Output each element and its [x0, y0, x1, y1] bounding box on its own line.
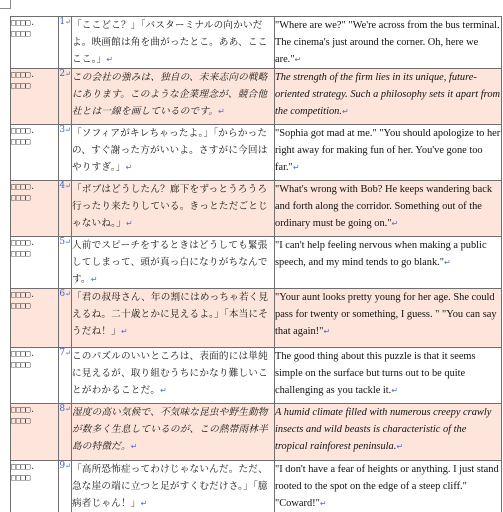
- japanese-sentence-cell[interactable]: [72, 348, 275, 404]
- table-row: [11, 289, 502, 348]
- row-number-cell: [59, 181, 72, 237]
- row-number-cell: [59, 125, 72, 181]
- cell-end-mark-icon: ↵: [65, 18, 71, 26]
- cell-end-mark-icon: ↵: [65, 70, 71, 78]
- paragraph-mark-icon: ↵: [125, 163, 133, 172]
- row-label-text: □□□□.: [11, 462, 36, 471]
- japanese-sentence-cell[interactable]: [72, 237, 275, 289]
- paragraph-mark-icon: ↵: [391, 219, 399, 228]
- paragraph-mark-icon: ↵: [120, 327, 128, 336]
- japanese-sentence: 「ボブはどうしたん？廊下をずっとうろうろ行ったり来たりしている。きっとただごとじゃないね。」: [72, 184, 268, 229]
- row-label-text: □□□□.: [11, 349, 36, 358]
- japanese-sentence: 湿度の高い気候で、不気味な昆虫や野生動物が数多く生息しているのが、この熱帯雨林半島の特徴だ。: [72, 407, 268, 452]
- cell-end-mark-icon: ↵: [65, 405, 71, 413]
- table-row: [11, 125, 502, 181]
- table-row: [11, 237, 502, 289]
- english-sentence: "I don't have a fear of heights or anything. I just stand rooted to the spot on the edge of a steep cliff." "Coward!": [275, 464, 499, 509]
- english-sentence: A humid climate filled with numerous creepy crawly insects and wild beasts is characteristic of the tropical rainforest peninsula.: [275, 407, 492, 452]
- japanese-sentence-cell[interactable]: [72, 69, 275, 125]
- row-number-cell: [59, 404, 72, 461]
- row-label-text: □□□□: [11, 193, 31, 202]
- table-row: [11, 404, 502, 461]
- paragraph-mark-icon: ↵: [90, 275, 98, 284]
- japanese-sentence-cell[interactable]: [72, 181, 275, 237]
- row-label-text: □□□□: [11, 473, 31, 482]
- english-sentence-cell[interactable]: [275, 289, 502, 348]
- paragraph-mark-icon: ↵: [444, 258, 451, 267]
- english-sentence-cell[interactable]: [275, 17, 502, 69]
- japanese-sentence-cell[interactable]: [72, 125, 275, 181]
- japanese-sentence: この会社の強みは、独自の、未来志向の戦略にあります。このような企業理念が、競合他社とは一線を画しているのです。: [72, 72, 268, 117]
- table-row: [11, 17, 502, 69]
- row-label-text: □□□□.: [11, 238, 36, 247]
- row-label-cell: [11, 17, 59, 69]
- english-sentence: "What's wrong with Bob? He keeps wandering back and forth along the corridor. Something out of the ordinary must be going on.": [275, 184, 493, 229]
- row-label-text: □□□□: [11, 29, 31, 38]
- row-number: 8: [59, 404, 66, 414]
- row-label-text: □□□□.: [11, 18, 36, 27]
- english-sentence-cell[interactable]: [275, 125, 502, 181]
- row-label-text: □□□□: [11, 416, 31, 425]
- crop-mark: [0, 8, 10, 9]
- row-number-cell: [59, 69, 72, 125]
- english-sentence-cell[interactable]: [275, 237, 502, 289]
- row-label-text: □□□□: [11, 301, 31, 310]
- english-sentence: "Sophia got mad at me." "You should apologize to her right away for making fun of her. You've gone too far.": [275, 128, 501, 173]
- row-label-text: □□□□: [11, 137, 31, 146]
- cell-end-mark-icon: ↵: [65, 462, 71, 470]
- paragraph-mark-icon: ↵: [319, 499, 327, 508]
- japanese-sentence: 「高所恐怖症ってわけじゃないんだ。ただ、急な崖の端に立つと足がすくむだけさ。」「臆病者じゃん！」: [72, 464, 268, 509]
- japanese-sentence: 「君の叔母さん、年の割にはめっちゃ若く見えるね。二十歳とかに見えるよ。」「本当にそうだね！」: [72, 292, 269, 337]
- japanese-sentence-cell[interactable]: [72, 289, 275, 348]
- japanese-sentence: このパズルのいいところは、表面的には単純に見えるが、取り組むうちにかなり難しいことがわかることだ。: [72, 351, 268, 396]
- row-label-text: □□□□: [11, 360, 31, 369]
- table-row: [11, 69, 502, 125]
- row-number-cell: [59, 17, 72, 69]
- row-number: 2: [59, 69, 66, 79]
- row-number: 7: [59, 348, 66, 358]
- cell-end-mark-icon: ↵: [65, 182, 71, 190]
- english-sentence-cell[interactable]: [275, 348, 502, 404]
- row-label-text: □□□□.: [11, 70, 36, 79]
- paragraph-mark-icon: ↵: [292, 163, 300, 172]
- english-sentence-cell[interactable]: [275, 181, 502, 237]
- paragraph-mark-icon: ↵: [140, 499, 148, 508]
- english-sentence-cell[interactable]: [275, 404, 502, 461]
- paragraph-mark-icon: ↵: [130, 442, 138, 451]
- paragraph-mark-icon: ↵: [160, 386, 168, 395]
- row-label-cell: [11, 348, 59, 404]
- english-sentence: "Where are we?" "We're across from the bus terminal. The cinema's just around the corner. Oh, here we are.": [275, 20, 500, 65]
- english-sentence: The strength of the firm lies in its unique, future-oriented strategy. Such a philosophy sets it apart from the competition.: [275, 72, 501, 117]
- cell-end-mark-icon: ↵: [65, 126, 71, 134]
- row-number: 4: [59, 181, 66, 191]
- cell-end-mark-icon: ↵: [65, 290, 71, 298]
- row-label-text: □□□□.: [11, 126, 36, 135]
- row-label-text: □□□□: [11, 249, 31, 258]
- table-row: [11, 181, 502, 237]
- paragraph-mark-icon: ↵: [391, 386, 398, 395]
- bilingual-sentence-table: [10, 16, 502, 512]
- row-number: 1: [59, 17, 66, 27]
- row-label-cell: [11, 181, 59, 237]
- paragraph-mark-icon: ↵: [396, 442, 404, 451]
- cell-end-mark-icon: ↵: [65, 349, 71, 357]
- row-label-text: □□□□.: [11, 405, 36, 414]
- english-sentence: "I can't help feeling nervous when making a public speech, and my mind tends to go blank.": [275, 240, 487, 268]
- paragraph-mark-icon: ↵: [218, 107, 226, 116]
- japanese-sentence-cell[interactable]: [72, 461, 275, 512]
- paragraph-mark-icon: ↵: [341, 107, 349, 116]
- japanese-sentence: 「ここどこ？」「バスターミナルの向かいだよ。映画館は角を曲がったとこ。ああ、ここここ。」: [72, 20, 268, 65]
- paragraph-mark-icon: ↵: [106, 55, 114, 64]
- row-number: 5: [59, 237, 66, 247]
- row-label-cell: [11, 125, 59, 181]
- row-label-cell: [11, 237, 59, 289]
- japanese-sentence: 人前でスピーチをするときはどうしても緊張してしまって、頭が真っ白になりがちなんです。: [72, 240, 268, 285]
- row-number: 9: [59, 461, 66, 471]
- english-sentence: The good thing about this puzzle is that it seems simple on the surface but turns out to be quite challenging as you tackle it.: [275, 351, 476, 396]
- japanese-sentence-cell[interactable]: [72, 17, 275, 69]
- row-number-cell: [59, 461, 72, 512]
- row-number-cell: [59, 237, 72, 289]
- row-label-cell: [11, 404, 59, 461]
- row-number-cell: [59, 289, 72, 348]
- row-label-cell: [11, 461, 59, 512]
- table-row: [11, 461, 502, 512]
- row-label-cell: [11, 289, 59, 348]
- row-number: 3: [59, 125, 66, 135]
- row-label-cell: [11, 69, 59, 125]
- japanese-sentence: 「ソフィアがキレちゃったよ。」「からかったの、すぐ謝った方がいいよ。さすがに今回はやりすぎ。」: [72, 128, 268, 173]
- row-label-text: □□□□.: [11, 182, 36, 191]
- english-sentence-cell[interactable]: [275, 69, 502, 125]
- cell-end-mark-icon: ↵: [65, 238, 71, 246]
- japanese-sentence-cell[interactable]: [72, 404, 275, 461]
- row-label-text: □□□□: [11, 81, 31, 90]
- paragraph-mark-icon: ↵: [125, 219, 133, 228]
- paragraph-mark-icon: ↵: [294, 55, 302, 64]
- row-number-cell: [59, 348, 72, 404]
- crop-mark: [10, 0, 11, 9]
- row-label-text: □□□□.: [11, 290, 36, 299]
- table-row: [11, 348, 502, 404]
- english-sentence-cell[interactable]: [275, 461, 502, 512]
- paragraph-mark-icon: ↵: [323, 327, 331, 336]
- english-sentence: "Your aunt looks pretty young for her age. She could pass for twenty or something, I guess. " "You can say that again!": [275, 292, 497, 337]
- row-number: 6: [59, 289, 66, 299]
